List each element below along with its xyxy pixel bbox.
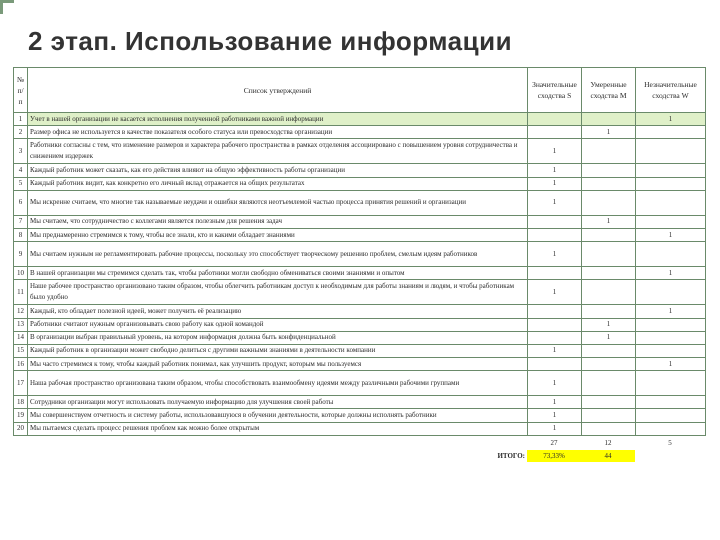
- row-statement: Мы часто стремимся к тому, чтобы каждый работник понимал, как улучшить продукт, которым мы пользуемся: [28, 358, 528, 371]
- table-row: [14, 139, 706, 164]
- row-s-value: 1: [528, 396, 582, 409]
- row-number: 2: [14, 126, 28, 139]
- row-number: 13: [14, 318, 28, 331]
- row-number: 18: [14, 396, 28, 409]
- row-w-value: 1: [636, 267, 706, 280]
- row-statement: Каждый работник может сказать, как его действия влияют на общую эффективность работы организации: [28, 164, 528, 177]
- row-statement: Наша рабочая пространство организована таким образом, чтобы способствовать взаимообмену идеями между различными рабочими группами: [28, 371, 528, 396]
- row-m-value: [582, 305, 636, 318]
- row-statement: Работники считают нужным организовывать свою работу как одной командой: [28, 318, 528, 331]
- row-statement: В организации выбран правильный уровень, на котором информация должна быть конфиденциальной: [28, 331, 528, 344]
- row-m-value: [582, 371, 636, 396]
- table-header-row: [14, 68, 706, 113]
- total-w: 5: [668, 439, 672, 448]
- table-row: [14, 305, 706, 318]
- row-statement: Мы считаем, что сотрудничество с коллегами является полезным для решения задач: [28, 215, 528, 228]
- row-s-value: 1: [528, 280, 582, 305]
- table-row: [14, 344, 706, 357]
- total-s-percent: 73,33%: [527, 450, 581, 462]
- header-statements: Список утверждений: [28, 68, 528, 113]
- totals-percent-row: [13, 450, 705, 462]
- table-row: [14, 164, 706, 177]
- row-w-value: [636, 280, 706, 305]
- row-s-value: [528, 331, 582, 344]
- row-number: 10: [14, 267, 28, 280]
- table-row: [14, 215, 706, 228]
- row-w-value: [636, 344, 706, 357]
- row-w-value: [636, 242, 706, 267]
- row-w-value: 1: [636, 113, 706, 126]
- row-s-value: 1: [528, 242, 582, 267]
- row-w-value: [636, 371, 706, 396]
- total-m-value: 44: [581, 450, 635, 462]
- row-number: 9: [14, 242, 28, 267]
- row-statement: Мы считаем нужным не регламентировать рабочие процессы, поскольку это способствует творческому решению проблем, смелым идеям работников: [28, 242, 528, 267]
- table-row: [14, 126, 706, 139]
- row-statement: Размер офиса не используется в качестве показателя особого статуса или превосходства организации: [28, 126, 528, 139]
- row-number: 16: [14, 358, 28, 371]
- row-statement: Мы пытаемся сделать процесс решения проблем как можно более открытым: [28, 422, 528, 435]
- table-row: [14, 280, 706, 305]
- row-s-value: 1: [528, 190, 582, 215]
- row-s-value: [528, 267, 582, 280]
- row-m-value: [582, 228, 636, 241]
- row-number: 11: [14, 280, 28, 305]
- row-s-value: [528, 126, 582, 139]
- corner-decoration: [0, 0, 14, 14]
- table-row: [14, 242, 706, 267]
- row-number: 3: [14, 139, 28, 164]
- row-m-value: [582, 190, 636, 215]
- row-w-value: 1: [636, 305, 706, 318]
- header-num: № п/п: [14, 68, 28, 113]
- row-m-value: [582, 267, 636, 280]
- table-row: [14, 371, 706, 396]
- row-statement: Мы искренне считаем, что многие так называемые неудачи и ошибки являются неотъемлемой частью процесса принятия решений и организации: [28, 190, 528, 215]
- row-m-value: 1: [582, 318, 636, 331]
- row-number: 19: [14, 409, 28, 422]
- row-m-value: [582, 409, 636, 422]
- row-s-value: 1: [528, 422, 582, 435]
- row-w-value: [636, 126, 706, 139]
- row-number: 8: [14, 228, 28, 241]
- totals-table: [13, 438, 705, 462]
- row-number: 6: [14, 190, 28, 215]
- row-statement: В нашей организации мы стремимся сделать так, чтобы работники могли свободно обмениваться своими знаниями и опытом: [28, 267, 528, 280]
- row-s-value: 1: [528, 371, 582, 396]
- row-m-value: [582, 422, 636, 435]
- row-s-value: [528, 113, 582, 126]
- row-w-value: [636, 331, 706, 344]
- row-s-value: [528, 318, 582, 331]
- row-number: 1: [14, 113, 28, 126]
- table-row: [14, 113, 706, 126]
- table-row: [14, 177, 706, 190]
- row-m-value: [582, 242, 636, 267]
- row-w-value: [636, 190, 706, 215]
- row-m-value: [582, 164, 636, 177]
- table-row: [14, 331, 706, 344]
- row-number: 7: [14, 215, 28, 228]
- table-row: [14, 228, 706, 241]
- row-statement: Мы преднамеренно стремимся к тому, чтобы все знали, кто и какими обладает знаниями: [28, 228, 528, 241]
- table-row: [14, 190, 706, 215]
- row-w-value: [636, 396, 706, 409]
- row-s-value: [528, 305, 582, 318]
- row-number: 12: [14, 305, 28, 318]
- total-s: 27: [550, 439, 558, 448]
- row-number: 4: [14, 164, 28, 177]
- header-m: Умеренные сходства M: [582, 68, 636, 113]
- statements-table: [13, 67, 706, 436]
- row-w-value: [636, 318, 706, 331]
- row-m-value: [582, 344, 636, 357]
- header-w: Незначительные сходства W: [636, 68, 706, 113]
- table-row: [14, 396, 706, 409]
- row-w-value: [636, 215, 706, 228]
- row-number: 14: [14, 331, 28, 344]
- row-s-value: 1: [528, 409, 582, 422]
- row-number: 17: [14, 371, 28, 396]
- row-statement: Работники согласны с тем, что изменение размеров и характера рабочего пространства в рамках отделения ассоциировано с повышением уровня сотрудничества и снижением издержек: [28, 139, 528, 164]
- totals-label: ИТОГО:: [497, 451, 525, 460]
- row-statement: Каждый работник видит, как конкретно его личный вклад отражается на общих результатах: [28, 177, 528, 190]
- row-s-value: 1: [528, 177, 582, 190]
- page-title: 2 этап. Использование информации: [28, 26, 513, 56]
- row-statement: Учет в нашей организации не касается исполнения полученной работниками важной информации: [28, 113, 528, 126]
- row-m-value: [582, 139, 636, 164]
- total-m: 12: [604, 439, 612, 448]
- totals-row: [13, 438, 705, 450]
- row-number: 5: [14, 177, 28, 190]
- row-w-value: [636, 409, 706, 422]
- row-m-value: 1: [582, 331, 636, 344]
- row-number: 20: [14, 422, 28, 435]
- row-statement: Мы совершенствуем отчетность и систему работы, использовавшуюся в обучении деятельности, которые должны исполнять работники: [28, 409, 528, 422]
- table-row: [14, 318, 706, 331]
- row-w-value: [636, 164, 706, 177]
- row-w-value: [636, 177, 706, 190]
- row-number: 15: [14, 344, 28, 357]
- header-s: Значительные сходства S: [528, 68, 582, 113]
- row-m-value: 1: [582, 126, 636, 139]
- statements-sheet: [13, 67, 708, 513]
- row-statement: Сотрудники организации могут использовать получаемую информацию для улучшения своей работы: [28, 396, 528, 409]
- table-row: [14, 267, 706, 280]
- row-w-value: [636, 422, 706, 435]
- row-m-value: [582, 113, 636, 126]
- row-m-value: [582, 280, 636, 305]
- row-statement: Каждый работник в организации может свободно делиться с другими важными знаниями в деятельности компании: [28, 344, 528, 357]
- row-s-value: 1: [528, 164, 582, 177]
- row-w-value: 1: [636, 358, 706, 371]
- row-s-value: [528, 358, 582, 371]
- row-w-value: [636, 139, 706, 164]
- row-m-value: 1: [582, 215, 636, 228]
- row-statement: Каждый, кто обладает полезной идеей, может получить её реализацию: [28, 305, 528, 318]
- table-row: [14, 409, 706, 422]
- row-statement: Наше рабочее пространство организовано таким образом, чтобы облегчить работникам доступ к необходимым для работы знаниям и людям, и чтобы работникам было удобно: [28, 280, 528, 305]
- row-m-value: [582, 358, 636, 371]
- row-m-value: [582, 396, 636, 409]
- row-m-value: [582, 177, 636, 190]
- row-s-value: 1: [528, 344, 582, 357]
- row-w-value: 1: [636, 228, 706, 241]
- table-row: [14, 358, 706, 371]
- row-s-value: [528, 228, 582, 241]
- row-s-value: [528, 215, 582, 228]
- table-row: [14, 422, 706, 435]
- row-s-value: 1: [528, 139, 582, 164]
